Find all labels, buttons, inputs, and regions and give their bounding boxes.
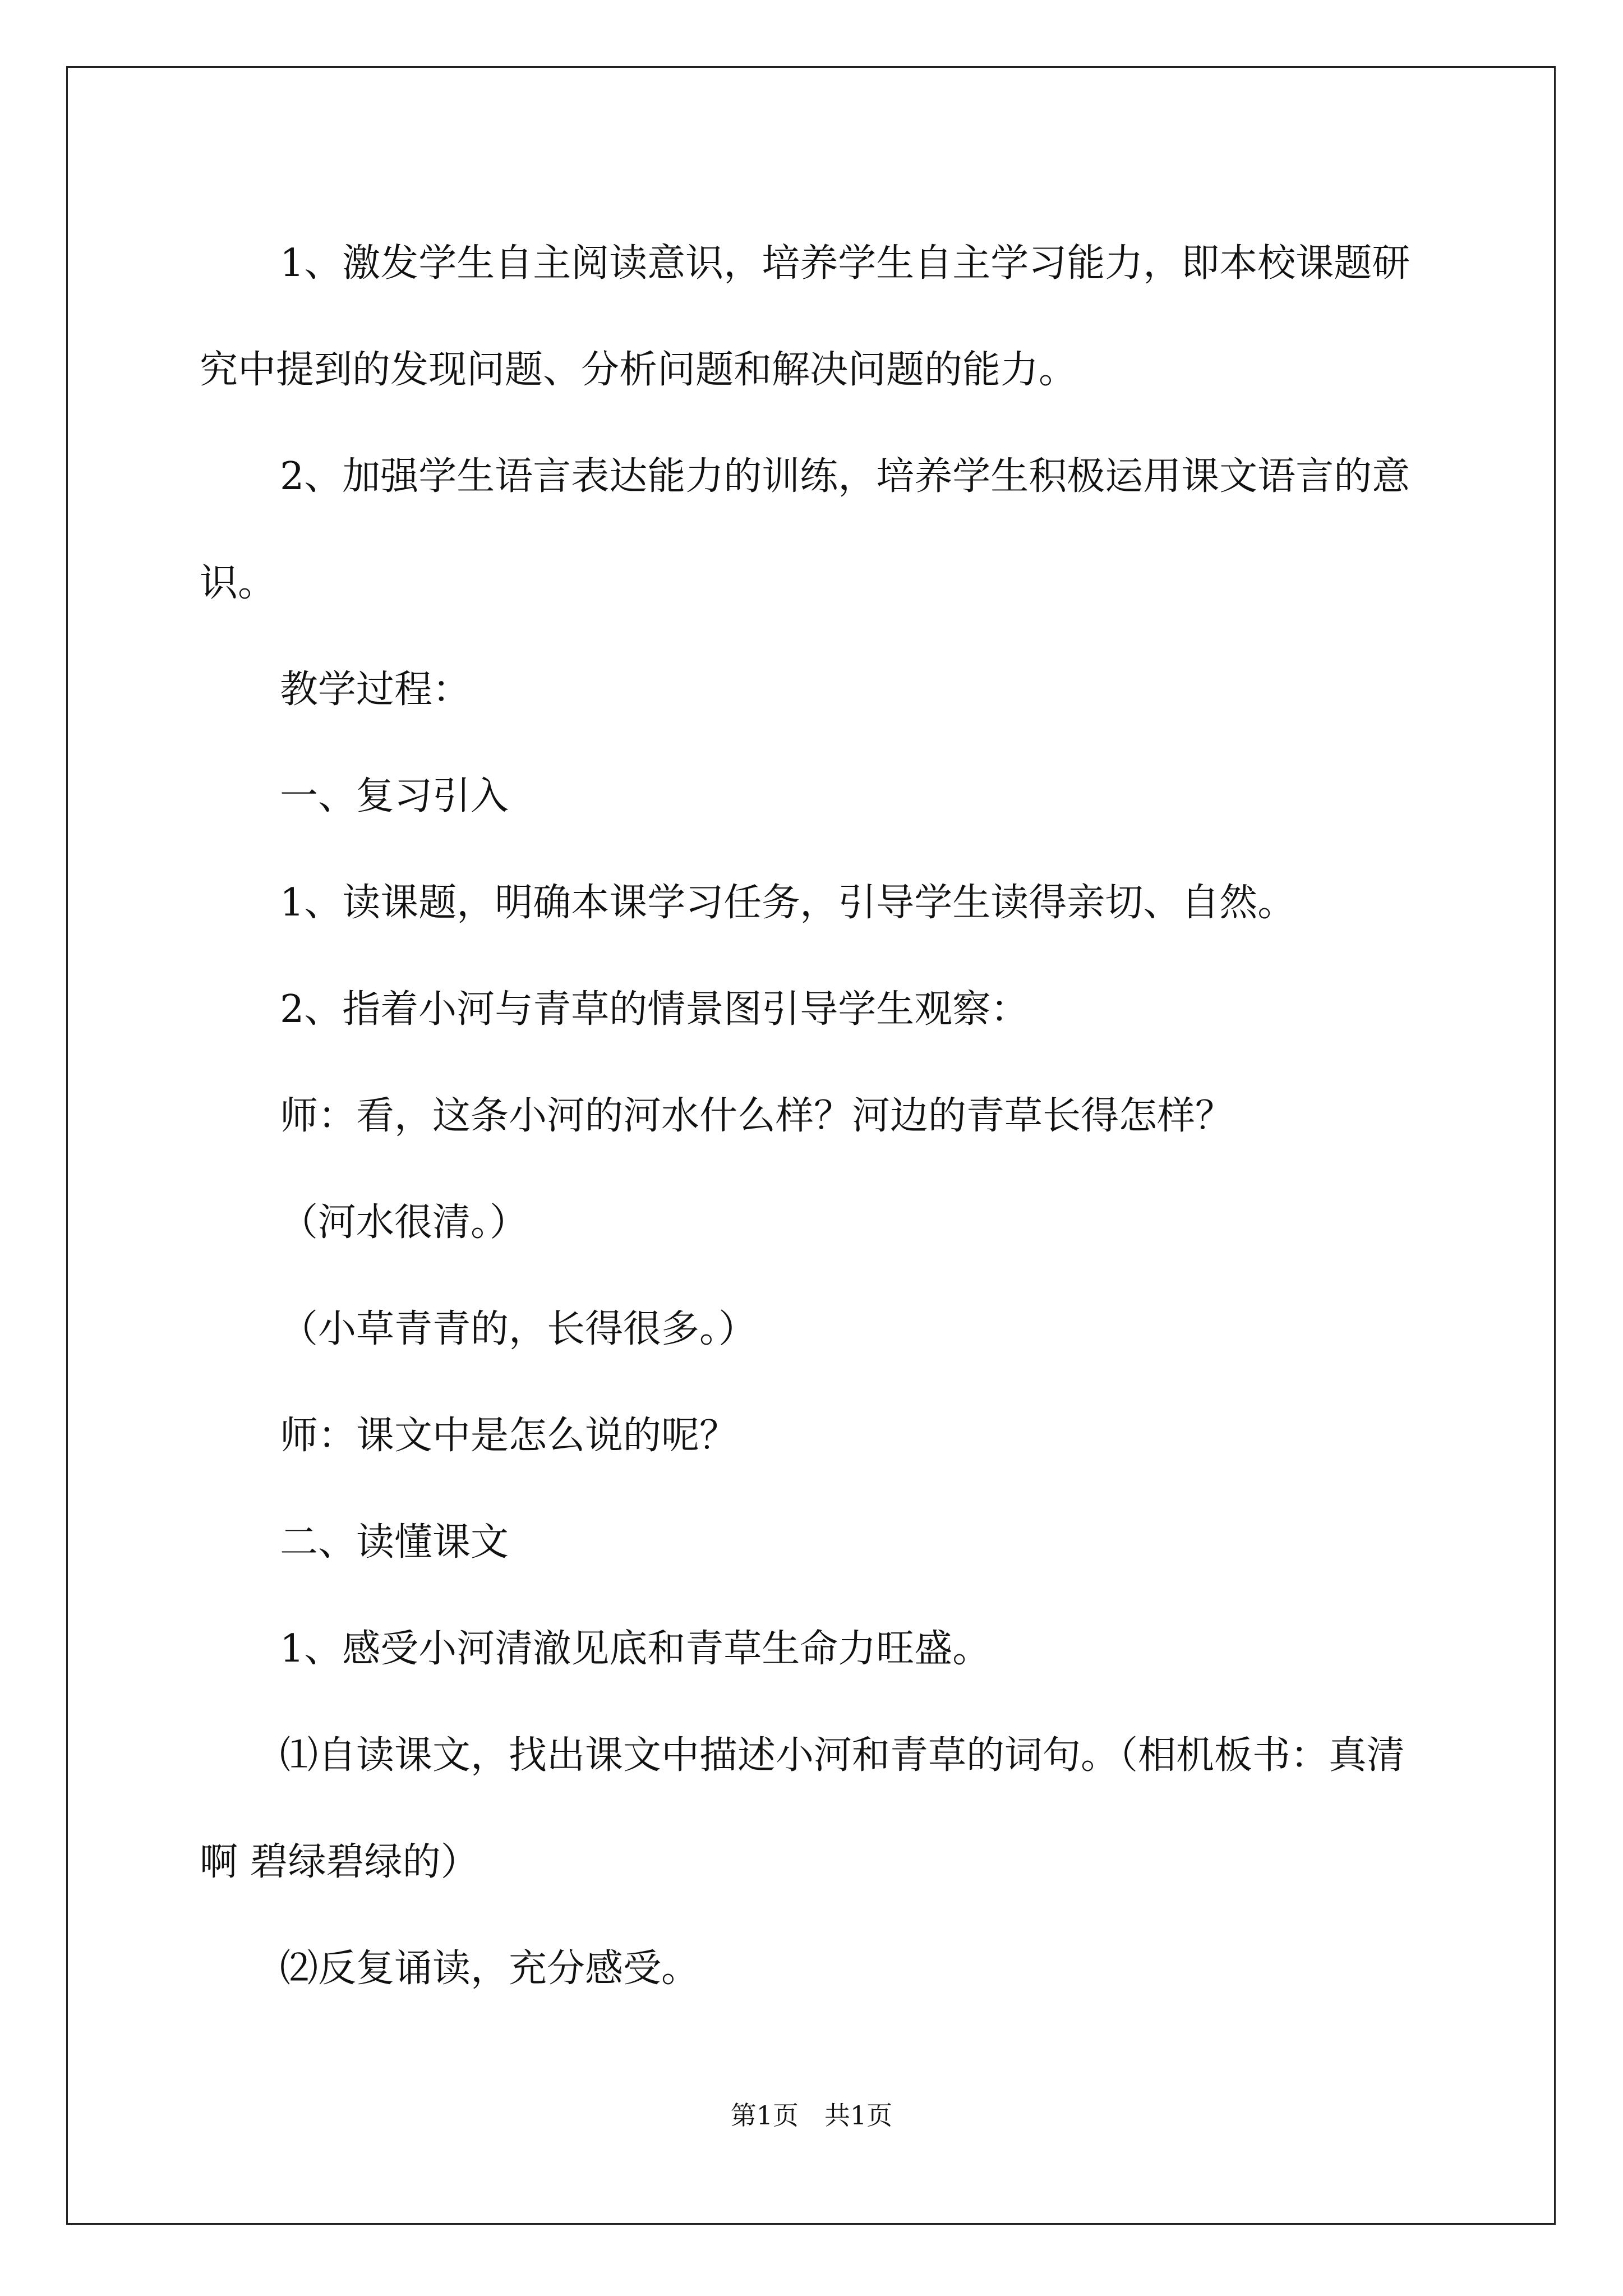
paragraph: （河水很清。） <box>280 1200 528 1245</box>
paragraph: 师：课文中是怎么说的呢？ <box>280 1414 738 1458</box>
paragraph: 1、读课题，明确本课学习任务，引导学生读得亲切、自然。 <box>280 881 1296 925</box>
paragraph: 1、激发学生自主阅读意识，培养学生自主学习能力，即本校课题研究中提到的发现问题、分析问题和解决问题的能力。 <box>200 241 1410 392</box>
paragraph: 1、感受小河清澈见底和青草生命力旺盛。 <box>280 1627 991 1671</box>
section-heading: 一、复习引入 <box>280 774 509 818</box>
paragraph: 2、加强学生语言表达能力的训练，培养学生积极运用课文语言的意识。 <box>200 454 1410 605</box>
paragraph: ⑵反复诵读，充分感受。 <box>280 1947 700 1991</box>
paragraph: （小草青青的，长得很多。） <box>280 1307 757 1351</box>
paragraph: 教学过程： <box>280 668 471 712</box>
page-number-footer: 第1页 共1页 <box>730 2100 893 2131</box>
paragraph: 师：看，这条小河的河水什么样？河边的青草长得怎样？ <box>280 1094 1234 1138</box>
document-body <box>200 210 1433 2022</box>
paragraph: 2、指着小河与青草的情景图引导学生观察： <box>280 987 1029 1032</box>
section-heading: 二、读懂课文 <box>280 1520 509 1565</box>
paragraph: ⑴自读课文，找出课文中描述小河和青草的词句。（相机板书：真清啊 碧绿碧绿的） <box>200 1733 1405 1884</box>
